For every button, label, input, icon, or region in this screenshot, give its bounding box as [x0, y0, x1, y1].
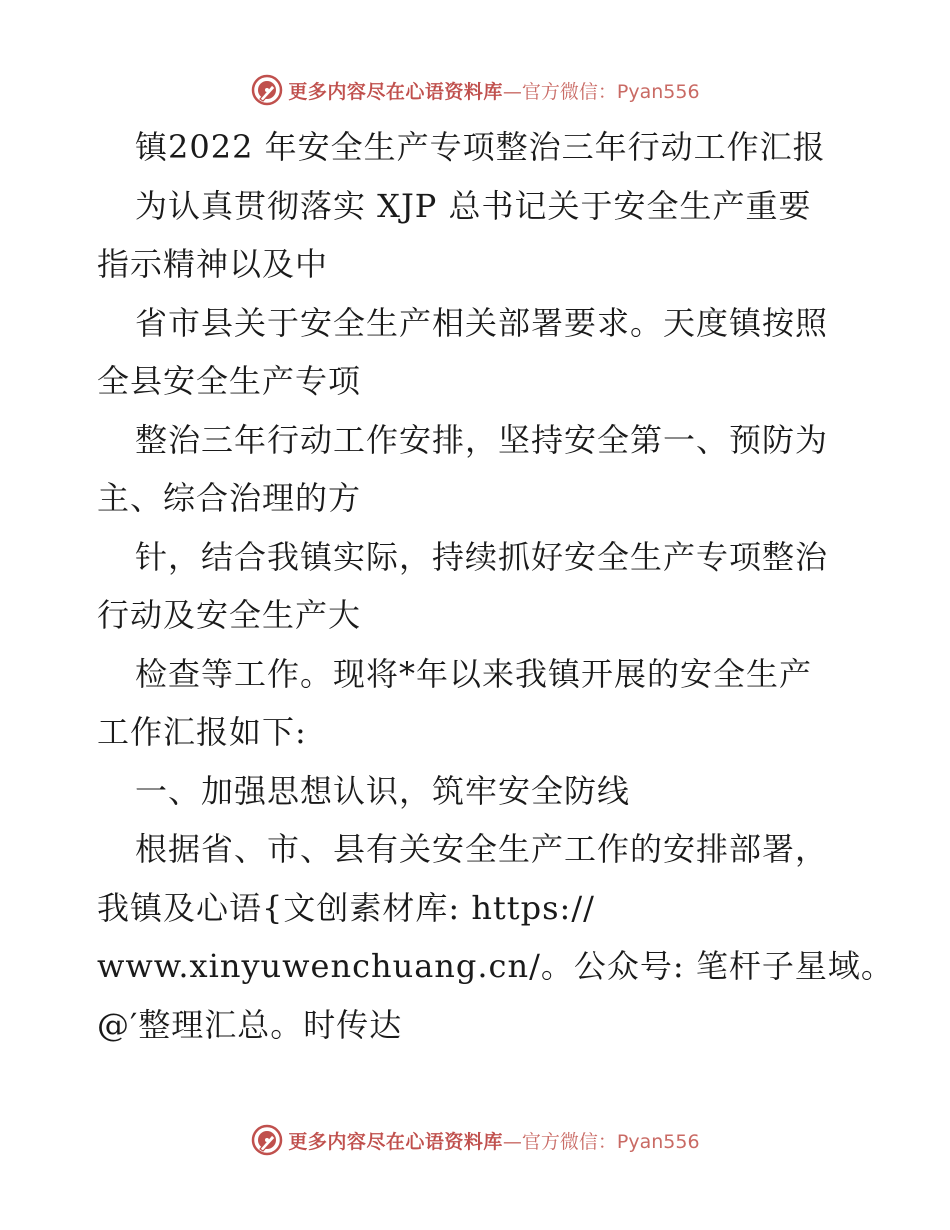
watermark-banner-bottom [0, 1120, 950, 1160]
watermark-primary-text: 更多内容尽在心语资料库 [288, 1130, 503, 1153]
watermark-secondary-text: —官方微信：Pyan556 [502, 80, 700, 103]
watermark-secondary-text: —官方微信：Pyan556 [502, 1130, 700, 1153]
watermark-primary-text: 更多内容尽在心语资料库 [288, 80, 503, 103]
paragraph-line: @′整理汇总。时传达 [97, 1005, 403, 1044]
paragraph-line: www.xinyuwenchuang.cn/。公众号: 笔杆子星域。 [97, 947, 894, 985]
document-body [97, 118, 894, 1054]
paragraph-line: 主、综合治理的方 [97, 479, 362, 517]
paragraph-line: 指示精神以及中 [97, 245, 329, 283]
watermark-banner-top [0, 70, 950, 110]
pen-nib-logo-icon [250, 73, 284, 107]
paragraph-line: 行动及安全生产大 [97, 596, 362, 634]
section-heading: 一、加强思想认识，筑牢安全防线 [135, 771, 631, 810]
paragraph-line: 我镇及心语{文创素材库: https:// [97, 888, 595, 927]
paragraph-line: 检查等工作。现将*年以来我镇开展的安全生产 [135, 654, 813, 693]
paragraph-line: 全县安全生产专项 [97, 362, 362, 400]
paragraph-line: 整治三年行动工作安排，坚持安全第一、预防为 [135, 420, 829, 459]
pen-nib-logo-icon [250, 1123, 284, 1157]
paragraph-line: 根据省、市、县有关安全生产工作的安排部署， [135, 830, 829, 868]
paragraph-line: 工作汇报如下: [97, 713, 307, 751]
paragraph-line: 针，结合我镇实际，持续抓好安全生产专项整治 [135, 537, 829, 576]
paragraph-line: 省市县关于安全生产相关部署要求。天度镇按照 [135, 303, 829, 342]
paragraph-line: 为认真贯彻落实 XJP 总书记关于安全生产重要 [135, 186, 812, 225]
document-title: 镇2022 年安全生产专项整治三年行动工作汇报 [135, 128, 826, 166]
